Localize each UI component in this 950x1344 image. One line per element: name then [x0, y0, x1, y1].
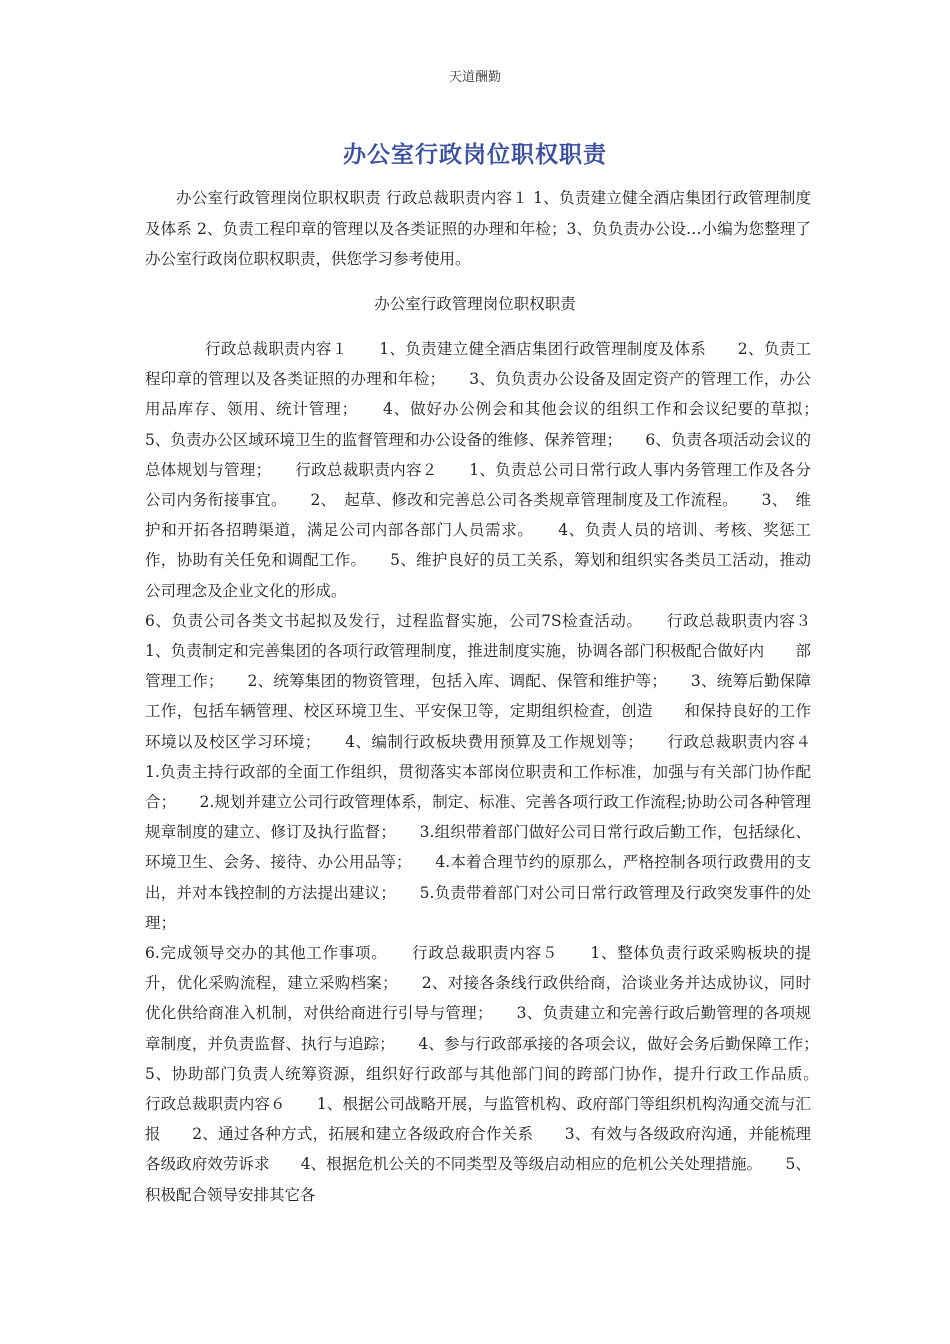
- document-title: 办公室行政岗位职权职责: [343, 142, 607, 168]
- page-header: 天道酬勤: [448, 70, 501, 85]
- body-paragraph-2: 6、负责公司各类文书起拟及发行，过程监督实施，公司7S检查活动。 行政总裁职责内容３ 1、负责制定和完善集团的各项行政管理制度，推进制度实施，协调各部门积极配合做好内 部管理工作； 2、统筹集团的物资管理，包括入库、调配、保管和维护等； 3、统筹后勤保障工作，包括车辆管理、校区环境卫生、平安保卫等，定期组织检查，创造 和保持良好的工作环境以及校区学习环境； 4、编制行政板块费用预算及工作规划等； 行政总裁职责内容４ 1.负责主持行政部的全面工作组织，贯彻落实本部岗位职责和工作标准，加强与有关部门协作配合； 2.规划并建立公司行政管理体系，制定、标准、完善各项行政工作流程;协助公司各种管理规章制度的建立、修订及执行监督； 3.组织带着部门做好公司日常行政后勤工作，包括绿化、环境卫生、会务、接待、办公用品等； 4.本着合理节约的原那么，严格控制各项行政费用的支出，并对本钱控制的方法提出建议； 5.负责带着部门对公司日常行政管理及行政突发事件的处理；: [145, 611, 843, 932]
- intro-paragraph: 办公室行政管理岗位职权职责 行政总裁职责内容１ 1、负责建立健全酒店集团行政管理制度及体系 2、负责工程印章的管理以及各类证照的办理和年检；3、负负责办公设…小编为您整理了办公室行政岗位职权职责，供您学习参考使用。: [145, 189, 811, 268]
- body-text: [145, 334, 843, 1210]
- section-title: 办公室行政管理岗位职权职责: [374, 295, 576, 313]
- body-paragraph-3: 6.完成领导交办的其他工作事项。 行政总裁职责内容５ 1、整体负责行政采购板块的提升，优化采购流程，建立采购档案； 2、对接各条线行政供给商，洽谈业务并达成协议，同时优化供给商准入机制，对供给商进行引导与管理； 3、负责建立和完善行政后勤管理的各项规章制度，并负责监督、执行与追踪； 4、参与行政部承接的各项会议，做好会务后勤保障工作； 5、协助部门负责人统筹资源，组织好行政部与其他部门间的跨部门协作，提升行政工作品质。 行政总裁职责内容６ 1、根据公司战略开展，与监管机构、政府部门等组织机构沟通交流与汇报 2、通过各种方式，拓展和建立各级政府合作关系 3、有效与各级政府沟通，并能梳理各级政府效劳诉求 4、根据危机公关的不同类型及等级启动相应的危机公关处理措施。 5、积极配合领导安排其它各: [145, 944, 843, 1204]
- body-paragraph-1: 行政总裁职责内容１ 1、负责建立健全酒店集团行政管理制度及体系 2、负责工程印章的管理以及各类证照的办理和年检； 3、负负责办公设备及固定资产的管理工作，办公用品库存、领用、统计管理； 4、做好办公例会和其他会议的组织工作和会议纪要的草拟； 5、负责办公区域环境卫生的监督管理和办公设备的维修、保养管理； 6、负责各项活动会议的总体规划与管理； 行政总裁职责内容２ 1、负责总公司日常行政人事内务管理工作及各分公司内务衔接事宜。 2、 起草、修改和完善总公司各类规章管理制度及工作流程。 3、 维护和开拓各招聘渠道，满足公司内部各部门人员需求。 4、负责人员的培训、考核、奖惩工作，协助有关任免和调配工作。 5、维护良好的员工关系，筹划和组织实各类员工活动，推动公司理念及企业文化的形成。: [145, 340, 843, 600]
